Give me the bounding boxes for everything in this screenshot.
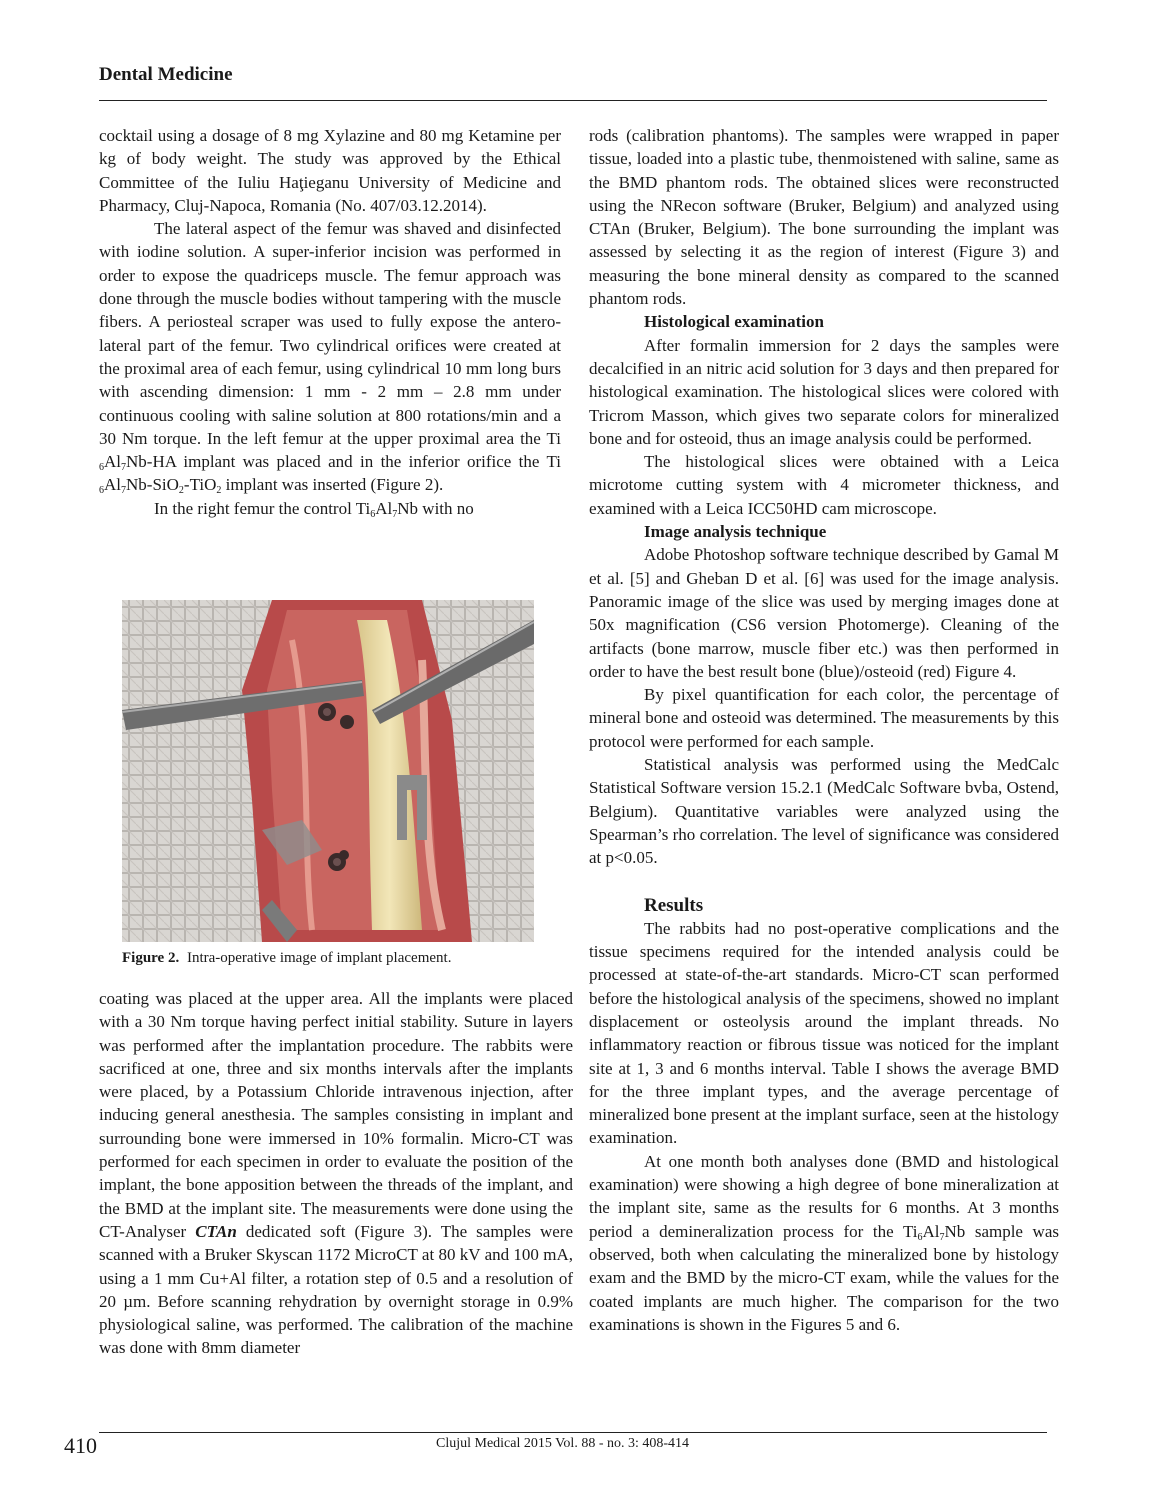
figure-caption — [122, 950, 451, 967]
heading-image-analysis: Image analysis technique — [644, 522, 827, 542]
paragraph-results-comparison: At one month both analyses done (BMD and histological examination) were showing a high degree of bone mineralization at the implant site, same as the results for 6 months. At 3 months period a demineralization process for the $Ti_6Al_7Nb$ sample was observed, both when calculating the mineralized bone by histology exam and the BMD by the micro-CT exam, while the values for the coated implants are much higher. The comparison for the two examinations is shown in the Figures 5 and 6. — [589, 1151, 1059, 1334]
heading-results: Results — [644, 894, 704, 916]
paragraph-right-femur: In the right femur the control $Ti_6Al_7Nb$ with no — [154, 498, 474, 520]
paragraph-surgical-procedure: The lateral aspect of the femur was shaved and disinfected with iodine solution. A super-inferior incision was performed in order to expose the quadriceps muscle. The femur approach was done through the muscle bodies without tampering with the muscle fibers. A periosteal scraper was used to fully expose the antero-lateral part of the femur. Two cylindrical orifices were created at the proximal area of each femur, using cylindrical 10 mm long burs with ascending dimension: 1 mm - 2 mm – 2.8 mm under continuous cooling with saline solution at 800 rotations/min and a 30 Nm torque. In the left femur at the upper proximal area the Ti $_6Al_7Nb-HA$ implant was placed and in the inferior orifice the Ti $_6Al_7Nb-SiO_2-TiO_2$ implant was inserted (Figure 2). — [99, 219, 561, 497]
paragraph-photoshop: Adobe Photoshop software technique described by Gamal M et al. [5] and Gheban D et al. [6] was used for the image analysis. Panoramic image of the slice was used by merging images done at 50x magnification (CS6 version Photomerge). Cleaning of the artifacts (bone marrow, muscle fiber etc.) was then performed in order to have the best result bone (blue)/osteoid (red) Figure 4. — [589, 545, 1059, 681]
paragraph-pixel-quantification: By pixel quantification for each color, the percentage of mineral bone and osteoid was determined. The measurements by this protocol were performed for each sample. — [589, 685, 1059, 751]
page-number: 410 — [64, 1433, 97, 1458]
header-divider — [99, 100, 1047, 101]
paragraph-histology: After formalin immersion for 2 days the samples were decalcified in an nitric acid solution for 3 days and then prepared for histological examination. The histological slices were colored with Tricrom Masson, which gives two separate colors for mineralized bone and for osteoid, thus an image analysis could be performed. — [589, 335, 1059, 448]
paragraph-results-overview: The rabbits had no post-operative complications and the tissue specimens required for the intended analysis could be processed at state-of-the-art standards. Micro-CT scan performed before the histological analysis of the specimens, showed no implant displacement or osteolysis around the implant threads. No inflammatory reaction or fibrous tissue was noticed for the implant site at 1, 3 and 6 months interval. Table I shows the average BMD for the three implant types, and the average percentage of mineralized bone present at the implant surface, seen at the histology examination. — [589, 918, 1059, 1148]
left-column-top — [99, 124, 561, 520]
left-column-bottom — [99, 987, 573, 1360]
paragraph-microtome: The histological slices were obtained with a Leica microtome cutting system with 4 micrometer thickness, and examined with a Leica ICC50HD cam microscope. — [589, 452, 1059, 518]
figure-label: Figure 2. — [122, 950, 180, 966]
footer-divider — [99, 1432, 1047, 1433]
heading-histological-examination: Histological examination — [644, 312, 824, 332]
right-column — [589, 124, 1059, 1336]
paragraph-calibration: rods (calibration phantoms). The samples were wrapped in paper tissue, loaded into a plastic tube, thenmoistened with saline, same as the BMD phantom rods. The obtained slices were reconstructed using the NRecon software (Bruker, Belgium) and analyzed using CTAn (Bruker, Belgium). The bone surrounding the implant was assessed by selecting it as the region of interest (Figure 3) and measuring the bone mineral density as compared to the scanned phantom rods. — [589, 126, 1059, 309]
section-header: Dental Medicine — [99, 64, 233, 85]
paragraph-statistics: Statistical analysis was performed using the MedCalc Statistical Software version 15.2.1 (MedCalc Software bvba, Ostend, Belgium). Quantitative variables were analyzed using the Spearman’s rho correlation. The level of significance was considered at p<0.05. — [589, 755, 1059, 868]
figure-caption-text: Intra-operative image of implant placement. — [186, 950, 452, 966]
paragraph-implant-placement: coating was placed at the upper area. All the implants were placed with a 30 Nm torque having perfect initial stability. Suture in layers was performed after the implantation procedure. The rabbits were sacrificed at one, three and six months intervals after the implants were placed, by a Potassium Chloride intravenous injection, after inducing general anesthesia. The samples consisting in implant and surrounding bone were immersed in 10% formalin. Micro-CT was performed for each specimen in order to evaluate the position of the implant, the bone apposition between the threads of the implant, and the BMD at the implant site. The measurements were done using the CT-Analyser CTAn dedicated soft (Figure 3). The samples were scanned with a Bruker Skyscan 1172 MicroCT at 80 kV and 100 mA, using a 1 mm Cu+Al filter, a rotation step of 0.5 and a resolution of 20 µm. Before scanning rehydration by overnight storage in 0.9% physiological saline, was performed. The calibration of the machine was done with 8mm diameter — [99, 989, 574, 1358]
journal-reference: Clujul Medical 2015 Vol. 88 - no. 3: 408-414 — [436, 1436, 690, 1451]
figure-intraoperative-photo — [122, 600, 534, 942]
paragraph-anesthesia: cocktail using a dosage of 8 mg Xylazine and 80 mg Ketamine per kg of body weight. The study was approved by the Ethical Committee of the Iuliu Haţieganu University of Medicine and Pharmacy, Cluj-Napoca, Romania (No. 407/03.12.2014). — [99, 126, 561, 215]
